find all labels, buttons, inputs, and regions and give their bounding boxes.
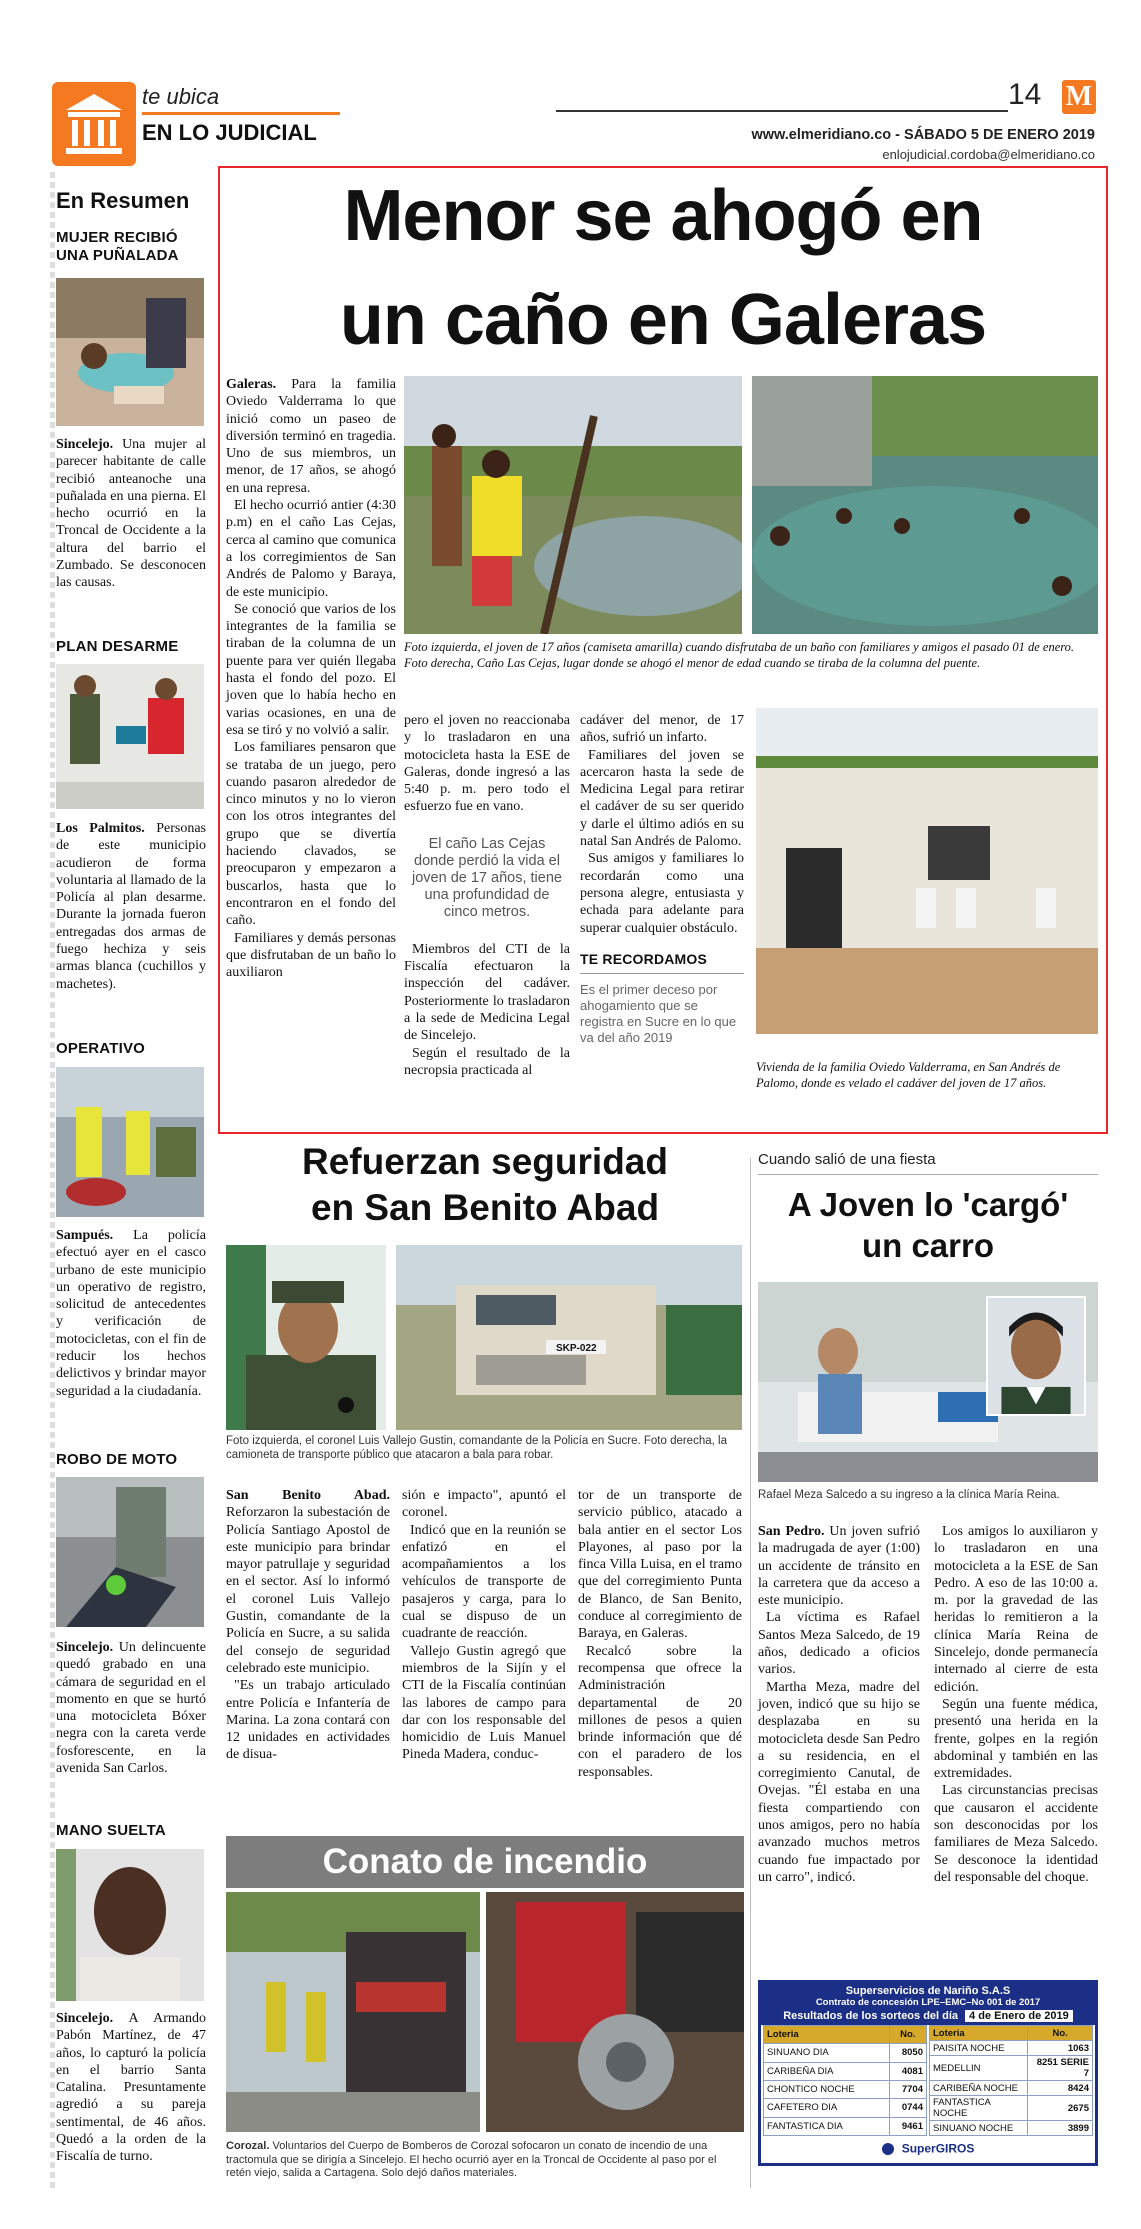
sidebar-photo-3 (56, 1067, 204, 1217)
story4-col2-p1: Los amigos lo auxiliaron y lo trasladaron en una motocicleta a la ESE de San Pedro. A eso de las 10:00 a. m. por la gravedad de las heridas lo remitieron a la clínica María Reina de Sincelejo, donde permanecía internado al cierre de esta edición. (934, 1524, 1098, 1695)
story2-col2-p3: Vallejo Gustin agregó que miembros de la Sijín y el CTI de la Fiscalía continúan las labores de campo para dar con los responsable del homicidio de Luis Manuel Pineda Madera, conduc- (402, 1643, 566, 1763)
sidebar-text-5 (56, 2010, 206, 2166)
main-col1-p2: El hecho ocurrió antier (4:30 p.m) en el caño Las Cejas, cerca al camino que comunica a los corregimientos de San Andrés de Palomo y Baraya, de este municipio. (226, 498, 396, 600)
story4-col2-p2: Según una fuente médica, presentó una herida en la frente, golpes en la región abdominal y también en las extremidades. (934, 1696, 1098, 1782)
sidebar-pattern (50, 172, 55, 2192)
story4-col2-p3: Las circunstancias precisas que causaron el accidente son desconocidas por los familiares de Meza Salcedo. Se desconoce la identidad del responsable del choque. (934, 1783, 1098, 1885)
lottery-col-lottery: Loteria (764, 2026, 890, 2044)
meridiano-logo (1062, 80, 1096, 114)
main-col3-p1: cadáver del menor, de 17 años, sufrió un infarto. (580, 713, 744, 746)
sidebar-body-1: Una mujer al parecer habitante de calle recibió anteanoche una puñalada en una pierna. El hecho ocurrió en la Troncal de Occidente a la altura del barrio el Zumbado. Se desconocen las causas. (56, 437, 206, 591)
story4-kicker: Cuando salió de una fiesta (758, 1151, 936, 1168)
main-col1-p5: Familiares y demás personas que disfrutaban de un baño lo auxiliaron (226, 930, 396, 981)
story3-title: Conato de incendio (322, 1842, 648, 1881)
main-col2 (404, 712, 570, 1079)
sidebar-photo-4 (56, 1477, 204, 1627)
lottery-name: PAISITA NOCHE (930, 2041, 1028, 2056)
lottery-row (764, 2117, 927, 2135)
story4-col2 (934, 1523, 1098, 1886)
sidebar-title: En Resumen (56, 188, 190, 213)
lottery-name: MEDELLIN (930, 2056, 1028, 2081)
sidebar-lead-3: Sampués. (56, 1228, 114, 1243)
lottery-line1: Superservicios de Nariño S.A.S (845, 1985, 1011, 1997)
lottery-header-row (930, 2026, 1093, 2041)
story2-col1-text: Reforzaron la subestación de Policía Santiago Apostol de este municipio para brindar mayor patrullaje y seguridad en el sector. Así lo informó el coronel Luis Vallejo Gustin, comandante de la Policía en Sucre, a su salida del consejo de seguridad celebrado este municipio. (226, 1505, 390, 1676)
van-plate: SKP-022 (556, 1343, 597, 1354)
sidebar-photo-5 (56, 1849, 204, 2001)
main-col1-p3: Se conoció que varios de los integrantes de la familia se tiraban de la columna de un puente para ver quién llegaba hasta el fondo del pozo. El joven que lo había hecho en varias ocasiones, en una de esa se tiró y no volvió a salir. (226, 601, 396, 738)
lottery-line2: Contrato de concesión LPE–EMC–No 001 de 2017 (815, 1997, 1041, 2008)
story2-col3-p2: Recalcó sobre la recompensa que ofrece la Administración departamental de 20 millones de pesos a quien brinde información que dé con el paradero de los responsables. (578, 1643, 742, 1780)
main-col1-p1 (226, 376, 396, 497)
lottery-brand-text: SuperGIROS (901, 2141, 975, 2156)
main-photo-right (752, 376, 1098, 634)
lottery-results-label: Resultados de los sorteos del día (783, 2010, 959, 2022)
main-title-line1: Menor se ahogó en (343, 176, 983, 256)
story3-caption-text: Voluntarios del Cuerpo de Bomberos de Corozal sofocaron un conato de incendio de una tractomula que se dirigía a Sincelejo. El hecho ocurrió ayer en la Troncal de Occidente al paso por el retén viejo, salida a Cartagena. Solo dejó daños materiales. (226, 2140, 717, 2179)
main-col3-p2: Familiares del joven se acercaron hasta la sede de Medicina Legal para retirar el cadáver de su ser querido y darle el último adiós en su natal San Andrés de Palomo. (580, 747, 744, 850)
main-lead: Galeras. (226, 377, 277, 392)
sidebar-head-4: ROBO DE MOTO (56, 1451, 178, 1468)
sidebar-body-4: Un delincuente quedó grabado en una cámara de seguridad en el momento en que se hurtó una motocicleta Bóxer negra con la careta verde fosforescente, en la avenida San Carlos. (56, 1640, 206, 1777)
lottery-number: 3899 (1028, 2121, 1093, 2136)
lottery-row (764, 2099, 927, 2117)
lottery-name: SINUANO NOCHE (930, 2121, 1028, 2136)
story4-col1 (758, 1523, 920, 1886)
story2-col2-p1: sión e impacto", apuntó el coronel. (402, 1488, 566, 1521)
sidebar-lead-2: Los Palmitos. (56, 821, 145, 836)
lottery-table-right (929, 2025, 1093, 2136)
recuerdo-head: TE RECORDAMOS (580, 950, 708, 967)
sidebar-body-2: Personas de este municipio acudieron de forma voluntaria al llamado de la Policía al plan desarme. Durante la jornada fueron entregadas dos armas de fuego hechiza y seis armas blanca (cuchillos y machetes). (56, 821, 206, 992)
story2-col1 (226, 1487, 390, 1764)
lottery-row (764, 2044, 927, 2062)
lottery-box (758, 1980, 1098, 2166)
main-caption-1: Foto izquierda, el joven de 17 años (camiseta amarilla) cuando disfrutaba de un baño con familiares y amigos el pasado 01 de enero. Foto derecha, Caño Las Cejas, lugar donde se ahogó el menor de edad cuando se tiraba de la columna del puente. (404, 640, 1075, 670)
lottery-row (930, 2041, 1093, 2056)
lottery-number: 8050 (889, 2044, 926, 2062)
recuerdo-rule (580, 973, 744, 975)
story3-banner (226, 1836, 744, 1888)
lottery-row (764, 2062, 927, 2080)
section-big: EN LO JUDICIAL (142, 120, 317, 145)
lottery-tables (761, 2025, 1095, 2136)
story4-col1-p3: Martha Meza, madre del joven, indicó que su hijo se desplazaba en su motocicleta desde San Pedro a su residencia, en el corregimiento Canutal, de Ovejas. "Él estaba en una fiesta compartiendo con unos amigos, pero no había avanzado muchos metros cuando fue impactado por un carro", indicó. (758, 1679, 920, 1885)
sidebar-head-1: MUJER RECIBIÓ UNA PUÑALADA (56, 229, 179, 264)
lottery-name: CARIBEÑA NOCHE (930, 2081, 1028, 2096)
story3-photo-right (486, 1892, 744, 2132)
section-underline (142, 112, 340, 115)
story3-photo-left (226, 1892, 480, 2132)
header-rule (556, 110, 1008, 112)
story4-title-line2: un carro (861, 1227, 995, 1264)
lottery-number: 0744 (889, 2099, 926, 2117)
sidebar (50, 172, 210, 2192)
lottery-row (930, 2096, 1093, 2121)
sidebar-text-2 (56, 820, 206, 993)
lottery-number: 1063 (1028, 2041, 1093, 2056)
sidebar-head-3: OPERATIVO (56, 1040, 146, 1057)
sidebar-photo-1 (56, 278, 204, 426)
lottery-table-left (763, 2025, 927, 2136)
story2-photo-colonel (226, 1245, 386, 1430)
lottery-name: FANTASTICA NOCHE (930, 2096, 1028, 2121)
lottery-name: CARIBEÑA DIA (764, 2062, 890, 2080)
lottery-row (930, 2121, 1093, 2136)
lottery-number: 2675 (1028, 2096, 1093, 2121)
section-email: enlojudicial.cordoba@elmeridiano.co (882, 147, 1095, 162)
story2-caption: Foto izquierda, el coronel Luis Vallejo Gustin, comandante de la Policía en Sucre. Foto derecha, la camioneta de transporte público que atacaron a bala para robar. (226, 1435, 727, 1461)
story2-col1-p1 (226, 1487, 390, 1677)
main-photo-house (756, 708, 1098, 1034)
lottery-header (761, 1983, 1095, 2025)
site-date: www.elmeridiano.co - SÁBADO 5 DE ENERO 2019 (751, 127, 1095, 143)
sidebar-lead-1: Sincelejo. (56, 437, 114, 452)
story2-title-line1: Refuerzan seguridad (302, 1141, 668, 1182)
story2-col3 (578, 1487, 742, 1781)
lottery-row (930, 2056, 1093, 2081)
main-quote: El caño Las Cejas donde perdió la vida el joven de 17 años, tiene una profundidad de cinco metros. (412, 835, 562, 920)
story4-col1-text: Un joven sufrió la madrugada de ayer (1:00) un accidente de tránsito en la carretera que da acceso a este municipio. (758, 1524, 920, 1609)
sidebar-photo-2 (56, 664, 204, 809)
lottery-name: FANTASTICA DIA (764, 2117, 890, 2135)
main-col1-text: Para la familia Oviedo Valderrama lo que inició como un paseo de diversión terminó en tragedia. Uno de sus miembros, un menor, de 17 años, se ahogó en una represa. (226, 377, 396, 496)
page-number: 14 (1008, 78, 1042, 111)
story2-col2-p2: Indicó que en la reunión se enfatizó en el acompañamientos a los vehículos de transporte de pasajeros y carga, para lo cual se dispuso de un cuadrante de reacción. (402, 1522, 566, 1642)
meridiano-logo-letter: M (1065, 81, 1093, 112)
lottery-header-row (764, 2026, 927, 2044)
section-small: te ubica (142, 84, 220, 109)
lottery-row (764, 2080, 927, 2098)
story2-col3-p1: tor de un transporte de servicio público, atacado a bala antier en el sector Los Playones, al paso por la finca Villa Luisa, en el tramo que del corregimiento Punta de Blanco, de San Benito, conduce al corregimiento de Baraya, en Galeras. (578, 1488, 742, 1642)
story4-col1-p1 (758, 1523, 920, 1609)
story4-caption: Rafael Meza Salcedo a su ingreso a la clínica María Reina. (758, 1489, 1060, 1501)
story2-photo-van (396, 1245, 742, 1430)
main-title-line2: un caño en Galeras (339, 280, 987, 360)
section-logo (52, 82, 136, 166)
sidebar-lead-4: Sincelejo. (56, 1640, 114, 1655)
main-col1 (226, 376, 396, 981)
story3-caption (226, 2140, 744, 2181)
supergiros-icon (882, 2143, 894, 2155)
story4-divider (750, 1158, 751, 2188)
main-photo-left (404, 376, 742, 634)
recuerdo-text: Es el primer deceso por ahogamiento que se registra en Sucre en lo que va del año 2019 (580, 982, 737, 1046)
lottery-col-number: No. (889, 2026, 926, 2044)
courthouse-icon (52, 82, 136, 166)
lottery-number: 7704 (889, 2080, 926, 2098)
lottery-row (930, 2081, 1093, 2096)
lottery-number: 8251 SERIE 7 (1028, 2056, 1093, 2081)
lottery-col-number: No. (1028, 2026, 1093, 2041)
story4-photo-portrait (986, 1296, 1086, 1416)
main-col3 (580, 712, 744, 1046)
main-col1-p4: Los familiares pensaron que se trataba de un juego, pero cuando pasaron alrededor de cinco minutos y no lo vieron con los otros integrantes del grupo que se divertía haciendo clavados, se preocuparon y empezaron a buscarlos, hasta que lo encontraron en el fondo del caño. (226, 740, 396, 929)
lottery-brand (761, 2138, 1095, 2157)
story2-col2 (402, 1487, 566, 1764)
sidebar-text-3 (56, 1227, 206, 1400)
sidebar-text-4 (56, 1639, 206, 1777)
sidebar-text-1 (56, 436, 206, 592)
sidebar-body-3: La policía efectuó ayer en el casco urbano de este municipio un operativo de registro, solicitud de antecedentes y verificación de motocicletas, con el fin de reducir los hechos delictivos y brindar mayor seguridad a la ciudadanía. (56, 1228, 206, 1399)
sidebar-head-2: PLAN DESARME (56, 638, 179, 655)
main-col2-p3: Según el resultado de la necropsia practicada al (404, 1045, 570, 1078)
main-col2-p2: Miembros del CTI de la Fiscalía efectuaron la inspección del cadáver. Posteriormente lo trasladaron a la sede de Medicina Legal de Sincelejo. (404, 941, 570, 1044)
lottery-results-row (761, 2010, 1095, 2022)
sidebar-body-5: A Armando Pabón Martínez, de 47 años, lo capturó la policía en el barrio Santa Catalina. Presuntamente agredió a su pareja sentimental, de 46 años. Quedó a la orden de la Fiscalía de turno. (56, 2011, 206, 2165)
lottery-name: CHONTICO NOCHE (764, 2080, 890, 2098)
story2-col1-p2: "Es un trabajo articulado entre Policía e Infantería de Marina. La zona contará con 12 unidades en actividades de disua- (226, 1678, 390, 1763)
lottery-date: 4 de Enero de 2019 (965, 2010, 1073, 2022)
sidebar-head-5: MANO SUELTA (56, 1822, 166, 1839)
sidebar-lead-5: Sincelejo. (56, 2011, 114, 2026)
story3-lead: Corozal. (226, 2140, 270, 2152)
main-col3-p3: Sus amigos y familiares lo recordarán como una persona alegre, entusiasta y echada para adelante para superar cualquier obstáculo. (580, 851, 744, 936)
lottery-number: 9461 (889, 2117, 926, 2135)
main-caption-2: Vivienda de la familia Oviedo Valderrama, en San Andrés de Palomo, donde es velado el cadáver del joven de 17 años. (756, 1060, 1061, 1090)
lottery-number: 4081 (889, 2062, 926, 2080)
story4-title-line1: A Joven lo 'cargó' (787, 1186, 1069, 1223)
main-col2-p1: pero el joven no reaccionaba y lo trasladaron en una motocicleta hasta la ESE de Galeras, donde ingresó a las 5:40 p. m. pero todo el esfuerzo fue en vano. (404, 713, 570, 815)
lottery-number: 8424 (1028, 2081, 1093, 2096)
story4-lead: San Pedro. (758, 1524, 825, 1539)
story4-kicker-rule (758, 1174, 1098, 1175)
lottery-col-lottery: Loteria (930, 2026, 1028, 2041)
lottery-name: SINUANO DIA (764, 2044, 890, 2062)
story2-lead: San Benito Abad. (226, 1488, 390, 1503)
story2-title-line2: en San Benito Abad (310, 1187, 660, 1228)
story4-col1-p2: La víctima es Rafael Santos Meza Salcedo, de 19 años, dedicado a oficios varios. (758, 1610, 920, 1678)
lottery-name: CAFETERO DIA (764, 2099, 890, 2117)
